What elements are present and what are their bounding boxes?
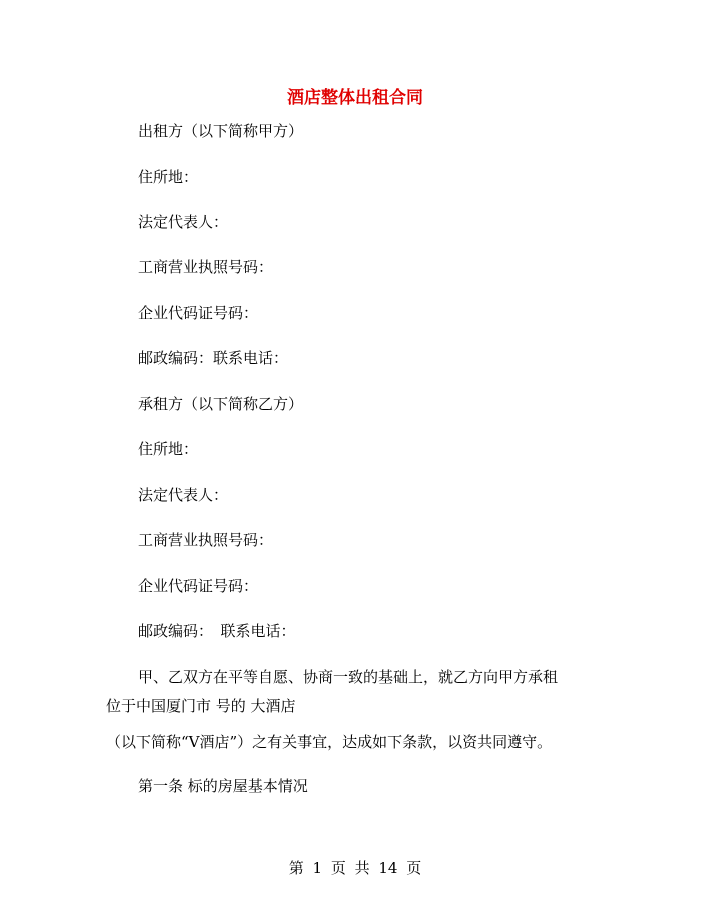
lessee-business-license-label: 工商营业执照号码： bbox=[138, 531, 274, 549]
lessor-postal-phone-label: 邮政编码：联系电话： bbox=[138, 349, 289, 367]
lessor-legal-rep-label: 法定代表人： bbox=[138, 213, 229, 231]
lessee-legal-rep-label: 法定代表人： bbox=[138, 486, 229, 504]
lessor-business-license-label: 工商营业执照号码： bbox=[138, 258, 274, 276]
lessor-address-label: 住所地： bbox=[138, 168, 199, 186]
preamble-line-1: 甲、乙双方在平等自愿、协商一致的基础上，就乙方向甲方承租 bbox=[138, 668, 559, 686]
lessee-address-label: 住所地： bbox=[138, 440, 199, 458]
preamble-line-2: 位于中国厦门市 号的 大酒店 bbox=[106, 697, 296, 715]
lessee-postal-phone-label: 邮政编码： 联系电话： bbox=[138, 622, 296, 640]
preamble-line-3: （以下简称“V酒店”）之有关事宜，达成如下条款，以资共同遵守。 bbox=[106, 733, 553, 751]
article-one-heading: 第一条 标的房屋基本情况 bbox=[138, 777, 308, 795]
lessor-heading: 出租方（以下简称甲方） bbox=[138, 122, 304, 140]
lessor-enterprise-code-label: 企业代码证号码： bbox=[138, 304, 259, 322]
lessee-heading: 承租方（以下简称乙方） bbox=[138, 395, 304, 413]
document-title: 酒店整体出租合同 bbox=[287, 88, 423, 108]
page-number-footer: 第 1 页 共 14 页 bbox=[288, 859, 422, 877]
lessee-enterprise-code-label: 企业代码证号码： bbox=[138, 577, 259, 595]
